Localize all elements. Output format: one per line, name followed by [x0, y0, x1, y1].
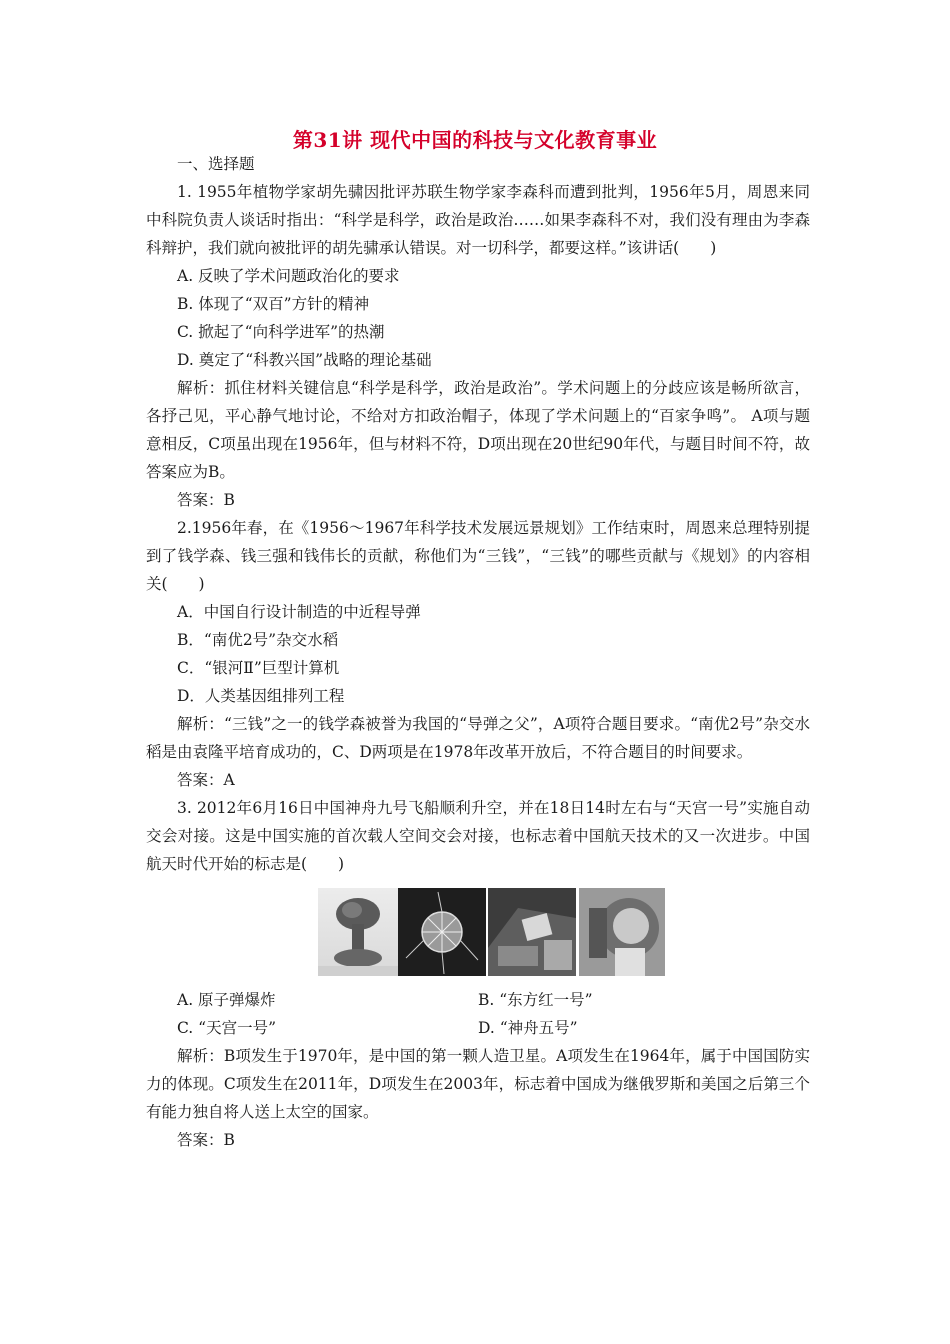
question-3-stem: 3. 2012年6月16日中国神舟九号飞船顺利升空，并在18日14时左右与“天宫一号”实施自动交会对接。这是中国实施的首次载人空间交会对接，也标志着中国航天技术的又一次进步。中国航天时代开始的标志是( ) [146, 799, 810, 873]
q3-options-row-2 [146, 1014, 810, 1042]
q1-analysis: 解析：抓住材料关键信息“科学是科学，政治是政治”。学术问题上的分歧应该是畅所欲言，各抒己见，平心静气地讨论，不给对方扣政治帽子，体现了学术问题上的“百家争鸣”。 A项与题意相反，C项虽出现在1956年，但与材料不符，D项出现在20世纪90年代，与题目时间不符，故答案应为B。 [146, 379, 810, 481]
q3-images [146, 888, 810, 976]
q3-option-c: C. “天宫一号” [177, 1019, 277, 1037]
q3-options-row-1 [146, 986, 810, 1014]
q2-answer: 答案：A [177, 771, 235, 789]
q3-option-a: A. 原子弹爆炸 [177, 991, 276, 1009]
satellite-photo [398, 888, 486, 976]
space-module-photo [488, 888, 576, 976]
q3-answer: 答案：B [177, 1131, 235, 1149]
q2-option-d: D．人类基因组排列工程 [177, 687, 345, 705]
q2-option-b: B．“南优2号”杂交水稻 [177, 631, 339, 649]
q1-option-d: D. 奠定了“科教兴国”战略的理论基础 [177, 351, 432, 369]
question-1-stem: 1. 1955年植物学家胡先骕因批评苏联生物学家李森科而遭到批判，1956年5月，周恩来同中科院负责人谈话时指出：“科学是科学，政治是政治……如果李森科不对，我们没有理由为李森科辩护，我们就向被批评的胡先骕承认错误。对一切科学，都要这样。”该讲话( ) [146, 183, 810, 257]
q3-option-b: B. “东方红一号” [478, 991, 593, 1009]
q2-analysis: 解析：“三钱”之一的钱学森被誉为我国的“导弹之父”，A项符合题目要求。“南优2号”杂交水稻是由袁隆平培育成功的，C、D两项是在1978年改革开放后，不符合题目的时间要求。 [146, 715, 810, 761]
q2-option-c: C．“银河Ⅱ”巨型计算机 [177, 659, 340, 677]
q2-option-a: A．中国自行设计制造的中近程导弹 [177, 603, 421, 621]
q1-answer: 答案：B [177, 491, 235, 509]
atomic-bomb-photo [318, 888, 398, 976]
q1-option-b: B. 体现了“双百”方针的精神 [177, 295, 370, 313]
content-body [146, 150, 810, 1154]
question-2-stem: 2.1956年春，在《1956～1967年科学技术发展远景规划》工作结束时，周恩来总理特别提到了钱学森、钱三强和钱伟长的贡献，称他们为“三钱”，“三钱”的哪些贡献与《规划》的内容相关( ) [146, 519, 810, 593]
q3-analysis: 解析：B项发生于1970年，是中国的第一颗人造卫星。A项发生在1964年，属于中国国防实力的体现。C项发生在2011年，D项发生在2003年，标志着中国成为继俄罗斯和美国之后第三个有能力独自将人送上太空的国家。 [146, 1047, 810, 1121]
section-heading: 一、选择题 [177, 155, 255, 173]
astronaut-photo [579, 888, 665, 976]
q3-option-d: D. “神舟五号” [478, 1019, 578, 1037]
page-title: 第31讲 现代中国的科技与文化教育事业 [292, 128, 658, 152]
q1-option-c: C. 掀起了“向科学进军”的热潮 [177, 323, 385, 341]
q1-option-a: A. 反映了学术问题政治化的要求 [177, 267, 400, 285]
